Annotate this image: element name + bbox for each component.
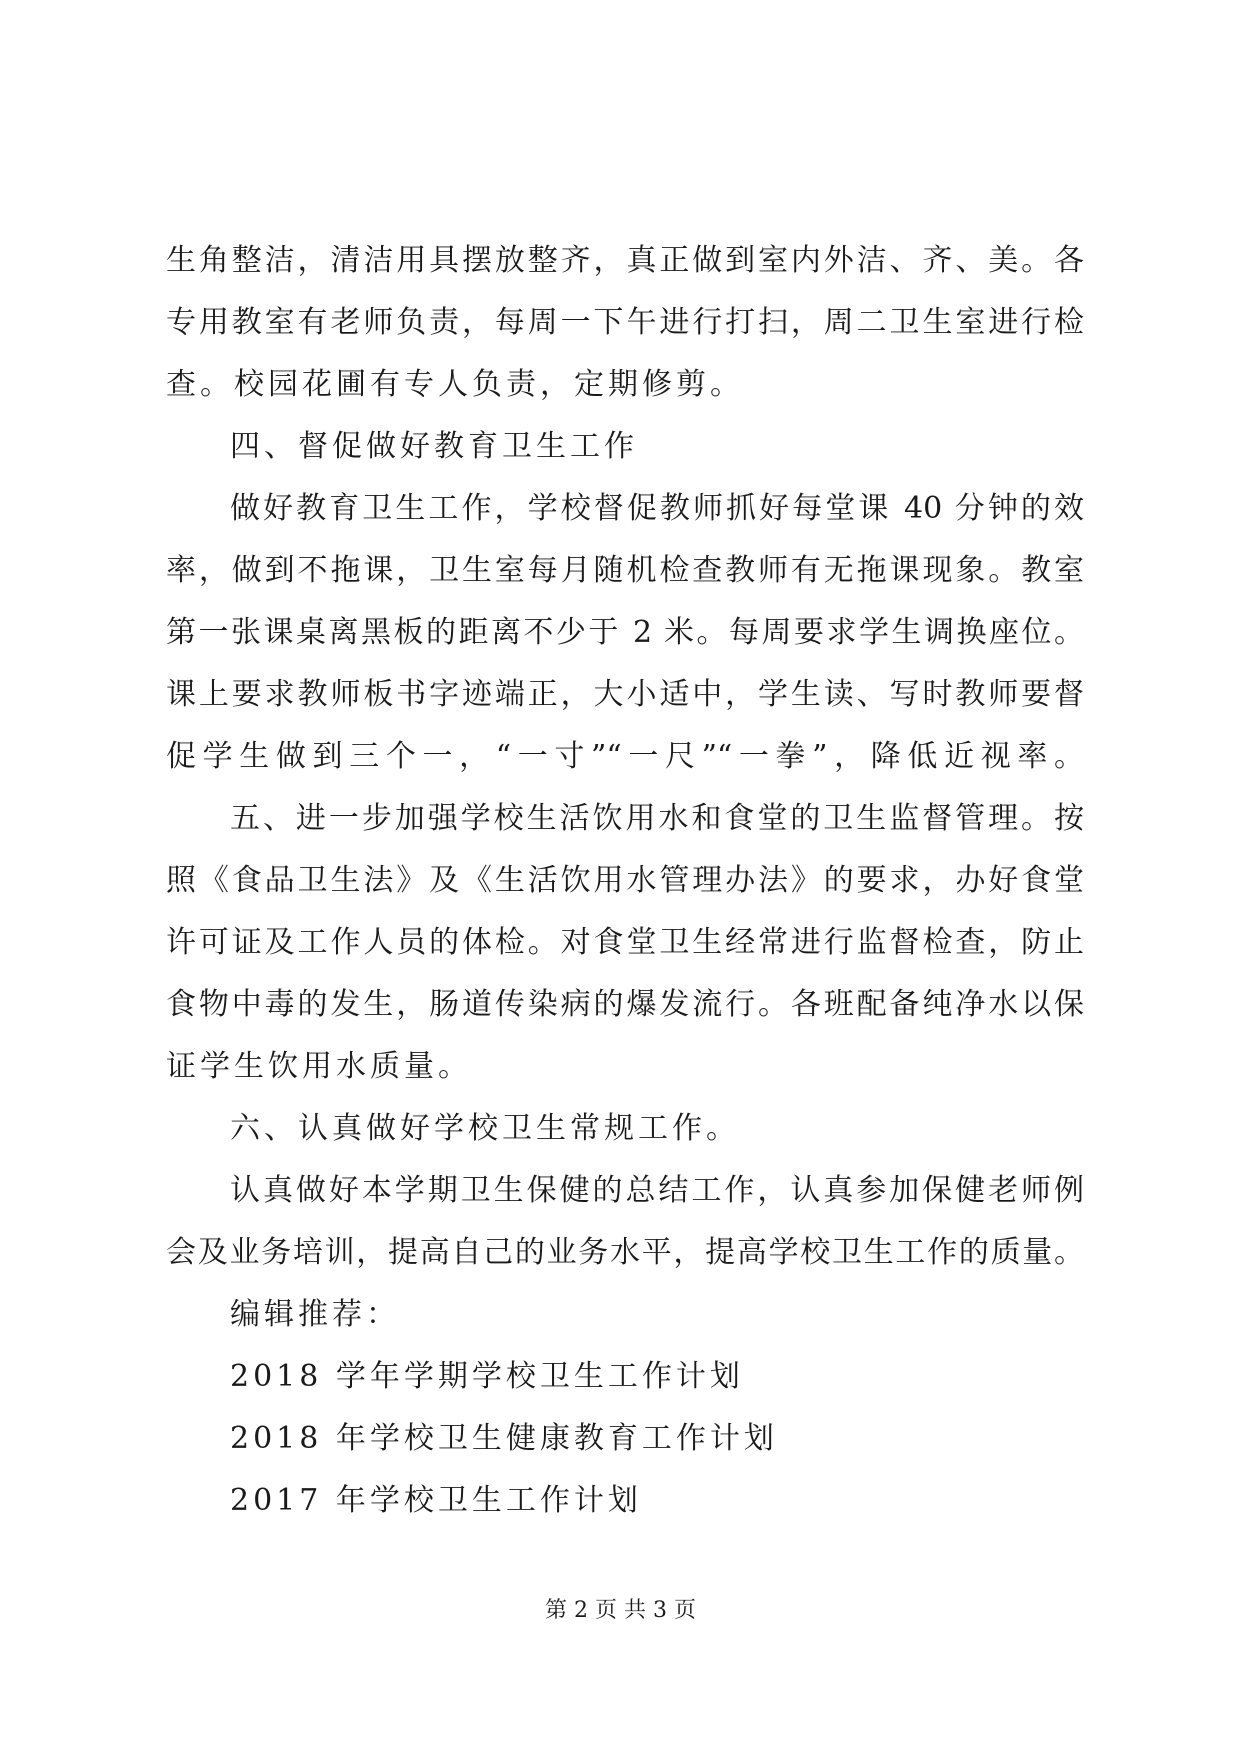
paragraph-line: 会及业务培训，提高自己的业务水平，提高学校卫生工作的质量。 [166,1235,1084,1270]
paragraph-line: 第一张课桌离黑板的距离不少于 2 米。每周要求学生调换座位。 [166,615,1084,650]
paragraph-line: 率，做到不拖课，卫生室每月随机检查教师有无拖课现象。教室 [166,553,1084,588]
recommended-link[interactable]: 2018 学年学期学校卫生工作计划 [230,1359,744,1394]
recommended-link[interactable]: 2017 年学校卫生工作计划 [230,1483,642,1518]
paragraph-line: 许可证及工作人员的体检。对食堂卫生经常进行监督检查，防止 [166,925,1084,960]
section-heading: 六、认真做好学校卫生常规工作。 [230,1111,740,1146]
paragraph-line: 证学生饮用水质量。 [166,1049,472,1084]
paragraph-line: 查。校园花圃有专人负责，定期修剪。 [166,367,744,402]
section-heading: 四、督促做好教育卫生工作 [230,429,638,464]
paragraph-line: 促学生做到三个一，“一寸”“一尺”“一拳”，降低近视率。 [166,739,1084,774]
paragraph-line: 专用教室有老师负责，每周一下午进行打扫，周二卫生室进行检 [166,305,1084,340]
editor-recommendation-label: 编辑推荐： [230,1297,400,1332]
page-number-footer: 第 2 页 共 3 页 [545,1598,696,1623]
document-body [166,230,1084,1532]
paragraph-line: 生角整洁，清洁用具摆放整齐，真正做到室内外洁、齐、美。各 [166,243,1084,278]
paragraph-line: 课上要求教师板书字迹端正，大小适中，学生读、写时教师要督 [166,677,1084,712]
paragraph-line: 认真做好本学期卫生保健的总结工作，认真参加保健老师例 [230,1173,1084,1208]
recommended-link[interactable]: 2018 年学校卫生健康教育工作计划 [230,1421,778,1456]
paragraph-line: 照《食品卫生法》及《生活饮用水管理办法》的要求，办好食堂 [166,863,1084,898]
paragraph-line: 食物中毒的发生，肠道传染病的爆发流行。各班配备纯净水以保 [166,987,1084,1022]
paragraph-line: 做好教育卫生工作，学校督促教师抓好每堂课 40 分钟的效 [230,491,1084,526]
section-heading: 五、进一步加强学校生活饮用水和食堂的卫生监督管理。按 [230,801,1084,836]
